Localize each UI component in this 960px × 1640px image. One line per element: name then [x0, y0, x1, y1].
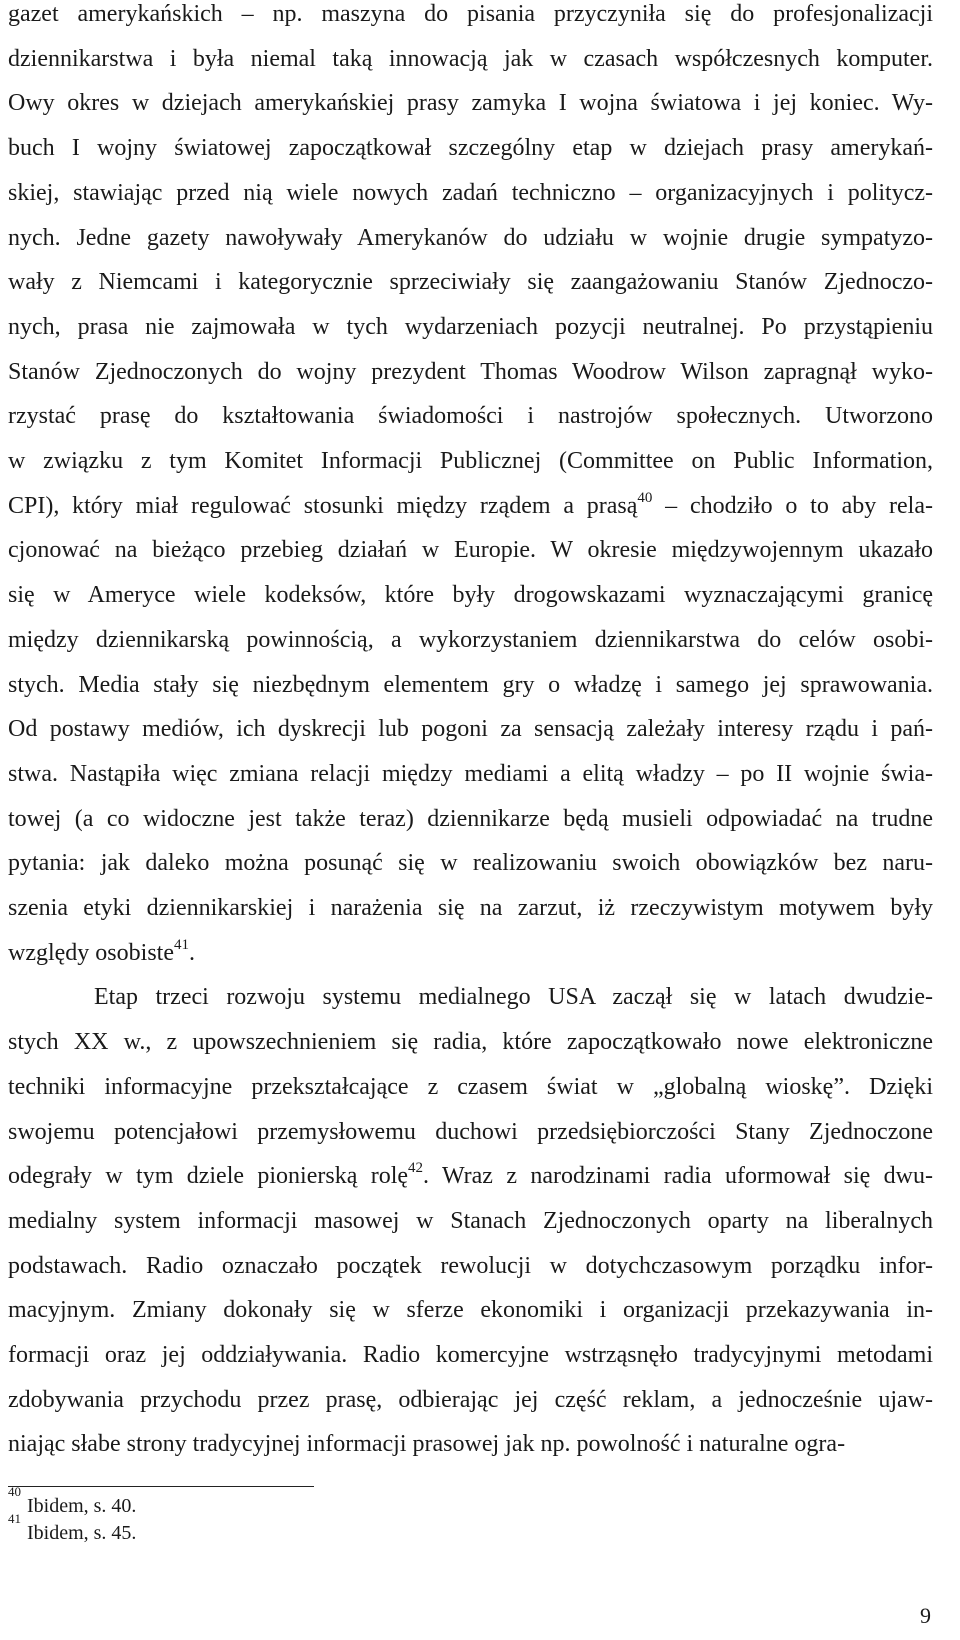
text-segment: stwa. Nastąpiła więc zmiana relacji między mediami a elitą władzy – po II wojnie świa- — [8, 760, 933, 787]
text-segment: swojemu potencjałowi przemysłowemu duchowi przedsiębiorczości Stany Zjednoczone — [8, 1118, 933, 1145]
text-line — [8, 1388, 933, 1412]
text-line — [8, 538, 933, 562]
text-line — [8, 896, 933, 920]
text-segment: wały z Niemcami i kategorycznie sprzeciwiały się zaangażowaniu Stanów Zjednoczo- — [8, 269, 933, 296]
page-number: 9 — [920, 1603, 931, 1628]
footnote-number: 40 — [8, 1484, 21, 1500]
text-segment: między dziennikarską powinnością, a wykorzystaniem dziennikarstwa do celów osobi- — [8, 626, 933, 653]
text-segment: techniki informacyjne przekształcające z czasem świat w „globalną wioskę”. Dzięki — [8, 1073, 933, 1100]
text-segment: podstawach. Radio oznaczało początek rewolucji w dotychczasowym porządku infor- — [8, 1252, 933, 1279]
text-line — [8, 1160, 933, 1190]
text-line — [8, 762, 933, 786]
text-line — [8, 360, 933, 384]
text-segment: cjonować na bieżąco przebieg działań w Europie. W okresie międzywojennym ukazało — [8, 537, 933, 564]
text-line — [8, 1343, 933, 1367]
text-line — [94, 985, 933, 1009]
text-line — [8, 489, 933, 519]
text-line — [8, 807, 933, 831]
text-line — [8, 1030, 933, 1054]
footnote-41 — [8, 1511, 137, 1544]
text-line — [8, 226, 933, 250]
text-segment: nych, prasa nie zajmowała w tych wydarzeniach pozycji neutralnej. Po przystąpieniu — [8, 313, 933, 340]
footnote-40 — [8, 1484, 137, 1517]
text-line — [8, 136, 933, 160]
text-line — [8, 583, 933, 607]
text-line — [8, 270, 933, 294]
footnote-text: Ibidem, s. 40. — [27, 1495, 137, 1517]
text-segment: dziennikarstwa i była niemal taką innowacją jak w czasach współczesnych komputer. — [8, 45, 933, 72]
text-segment: szenia etyki dziennikarskiej i narażenia się na zarzut, iż rzeczywistym motywem były — [8, 895, 933, 921]
text-segment: względy osobiste — [8, 939, 174, 966]
text-segment: . — [188, 939, 195, 966]
text-segment: . Wraz z narodzinami radia uformował się dwu- — [423, 1163, 933, 1190]
footnote-reference: 41 — [173, 936, 189, 953]
text-line — [8, 673, 933, 697]
text-segment: buch I wojny światowej zapoczątkował szczególny etap w dziejach prasy amerykań- — [8, 135, 933, 162]
text-line — [8, 2, 933, 26]
text-segment: Owy okres w dziejach amerykańskiej prasy zamyka I wojna światowa i jej koniec. Wy- — [8, 90, 933, 117]
text-segment: Od postawy mediów, ich dyskrecji lub pogoni za sensacją zależały interesy rządu i pań- — [8, 716, 933, 743]
text-line — [8, 315, 933, 339]
text-line — [8, 91, 933, 115]
text-segment: CPI), który miał regulować stosunki między rządem a prasą — [8, 492, 638, 519]
text-segment: Stanów Zjednoczonych do wojny prezydent Thomas Woodrow Wilson zapragnął wyko- — [8, 358, 933, 385]
text-line — [8, 1209, 933, 1233]
text-segment: w związku z tym Komitet Informacji Publicznej (Committee on Public Information, — [8, 448, 933, 474]
text-segment: pytania: jak daleko można posunąć się w realizowaniu swoich obowiązków bez naru- — [8, 850, 933, 877]
text-segment: stych. Media stały się niezbędnym elementem gry o władzę i samego jej sprawowania. — [8, 671, 933, 698]
text-segment: zdobywania przychodu przez prasę, odbierając jej część reklam, a jednocześnie ujaw- — [8, 1386, 933, 1413]
text-line — [8, 717, 933, 741]
text-line — [8, 1432, 933, 1456]
text-line — [8, 936, 933, 966]
footnote-separator — [8, 1486, 314, 1487]
text-segment: macyjnym. Zmiany dokonały się w sferze ekonomiki i organizacji przekazywania in- — [8, 1297, 933, 1324]
text-segment: skiej, stawiając przed nią wiele nowych zadań techniczno – organizacyjnych i politycz- — [8, 179, 933, 206]
text-segment: nych. Jedne gazety nawoływały Amerykanów do udziału w wojnie drugie sympatyzo- — [8, 224, 933, 251]
text-line — [8, 851, 933, 875]
text-segment: medialny system informacji masowej w Stanach Zjednoczonych oparty na liberalnych — [8, 1207, 933, 1234]
text-line — [8, 404, 933, 428]
footnote-reference: 40 — [637, 489, 653, 506]
footnote-number: 41 — [8, 1511, 21, 1527]
text-segment: stych XX w., z upowszechnieniem się radia, które zapoczątkowało nowe elektroniczne — [8, 1029, 933, 1056]
text-segment: rzystać prasę do kształtowania świadomości i nastrojów społecznych. Utworzono — [8, 403, 933, 430]
text-segment: Etap trzeci rozwoju systemu medialnego USA zaczął się w latach dwudzie- — [94, 984, 933, 1011]
text-segment: – chodziło o to aby rela- — [652, 492, 933, 519]
text-segment: formacji oraz jej oddziaływania. Radio komercyjne wstrząsnęło tradycyjnymi metodami — [8, 1342, 933, 1368]
text-line — [8, 628, 933, 652]
text-line — [8, 1075, 933, 1099]
text-line — [8, 449, 933, 473]
text-line — [8, 47, 933, 71]
text-segment: niając słabe strony tradycyjnej informacji prasowej jak np. powolność i naturalne ogra- — [8, 1431, 846, 1458]
text-segment: się w Ameryce wiele kodeksów, które były drogowskazami wyznaczającymi granicę — [8, 582, 933, 609]
text-segment: towej (a co widoczne jest także teraz) dziennikarze będą musieli odpowiadać na trudne — [8, 805, 933, 832]
text-line — [8, 1298, 933, 1322]
footnote-reference: 42 — [408, 1160, 424, 1177]
text-segment: odegrały w tym dziele pionierską rolę — [8, 1163, 409, 1190]
text-line — [8, 1254, 933, 1278]
text-segment: gazet amerykańskich – np. maszyna do pisania przyczyniła się do profesjonalizacji — [8, 1, 933, 27]
footnote-text: Ibidem, s. 45. — [27, 1522, 137, 1544]
text-line — [8, 181, 933, 205]
text-line — [8, 1120, 933, 1144]
